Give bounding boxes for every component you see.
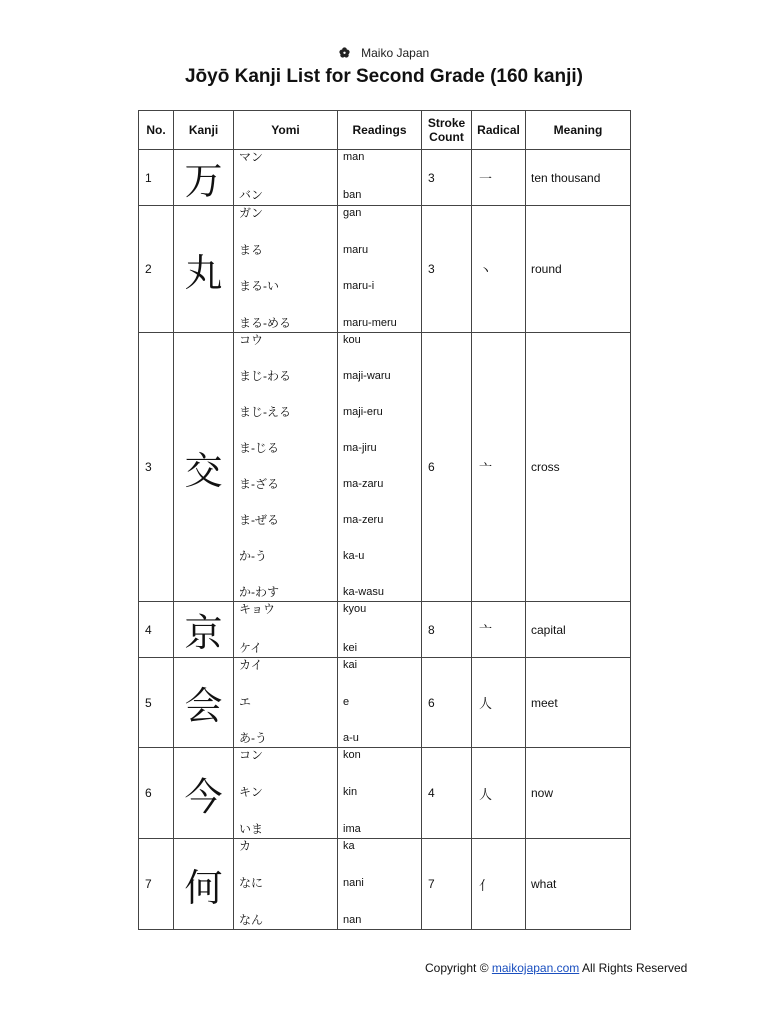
copyright-suffix: All Rights Reserved bbox=[581, 961, 688, 975]
radical: 丶 bbox=[472, 206, 526, 333]
kanji-character: 京 bbox=[174, 602, 234, 658]
row-number: 3 bbox=[139, 333, 174, 602]
reading-entry: ma-jiru bbox=[343, 442, 377, 454]
readings-cell bbox=[338, 150, 422, 206]
reading-entry: ka-u bbox=[343, 550, 365, 562]
reading-entry: kei bbox=[343, 642, 358, 654]
yomi-entry: か-う bbox=[239, 549, 267, 563]
yomi-cell bbox=[234, 658, 338, 748]
yomi-entry: か-わす bbox=[239, 585, 279, 599]
readings-cell bbox=[338, 333, 422, 602]
reading-entry: a-u bbox=[343, 732, 359, 744]
yomi-entry: エ bbox=[239, 694, 252, 709]
table-header-row bbox=[139, 111, 631, 150]
reading-entry: e bbox=[343, 695, 350, 708]
yomi-entry: まじ-える bbox=[239, 405, 291, 419]
readings-cell bbox=[338, 602, 422, 658]
stroke-count: 7 bbox=[422, 839, 472, 930]
reading-entry: nan bbox=[343, 914, 362, 926]
brand-header bbox=[0, 46, 768, 61]
yomi-entry: ケイ bbox=[239, 641, 263, 655]
header-stroke-line1: Stroke bbox=[427, 116, 466, 130]
header-yomi: Yomi bbox=[234, 111, 338, 150]
row-number: 2 bbox=[139, 206, 174, 333]
yomi-entry: なん bbox=[239, 913, 264, 927]
radical: 一 bbox=[472, 150, 526, 206]
radical: 亠 bbox=[472, 333, 526, 602]
row-number: 5 bbox=[139, 658, 174, 748]
readings-cell bbox=[338, 839, 422, 930]
table-row bbox=[139, 206, 631, 333]
page-title: Jōyō Kanji List for Second Grade (160 kanji) bbox=[184, 66, 584, 87]
yomi-entry: ガン bbox=[239, 206, 264, 220]
meaning: ten thousand bbox=[526, 150, 631, 206]
readings-cell bbox=[338, 206, 422, 333]
yomi-entry: キョウ bbox=[239, 602, 276, 616]
yomi-entry: カ bbox=[239, 839, 252, 853]
meaning: now bbox=[526, 748, 631, 839]
reading-entry: man bbox=[343, 151, 365, 163]
meaning: what bbox=[526, 839, 631, 930]
table-row bbox=[139, 658, 631, 748]
meaning: round bbox=[526, 206, 631, 333]
yomi-entry: コン bbox=[239, 748, 264, 762]
row-number: 7 bbox=[139, 839, 174, 930]
reading-entry: maru bbox=[343, 243, 369, 256]
reading-entry: maji-waru bbox=[343, 370, 391, 382]
reading-entry: kai bbox=[343, 659, 358, 671]
kanji-character: 丸 bbox=[174, 206, 234, 333]
yomi-entry: いま bbox=[239, 822, 264, 836]
stroke-count: 8 bbox=[422, 602, 472, 658]
yomi-entry: マン bbox=[239, 150, 264, 164]
meaning: cross bbox=[526, 333, 631, 602]
radical: 人 bbox=[472, 748, 526, 839]
table-row bbox=[139, 602, 631, 658]
yomi-cell bbox=[234, 839, 338, 930]
reading-entry: maru-meru bbox=[343, 316, 397, 329]
brand-name: Maiko Japan bbox=[361, 46, 430, 60]
site-link[interactable]: maikojapan.com bbox=[491, 961, 580, 975]
header-meaning: Meaning bbox=[526, 111, 631, 150]
table-row bbox=[139, 748, 631, 839]
header-radical: Radical bbox=[472, 111, 526, 150]
yomi-cell bbox=[234, 150, 338, 206]
yomi-entry: バン bbox=[239, 188, 264, 202]
header-no: No. bbox=[139, 111, 174, 150]
reading-entry: ima bbox=[343, 823, 361, 835]
meaning: meet bbox=[526, 658, 631, 748]
row-number: 1 bbox=[139, 150, 174, 206]
radical: 亠 bbox=[472, 602, 526, 658]
yomi-cell bbox=[234, 333, 338, 602]
yomi-entry: カイ bbox=[239, 658, 263, 672]
kanji-character: 会 bbox=[174, 658, 234, 748]
copyright-prefix: Copyright © bbox=[425, 961, 489, 975]
reading-entry: kyou bbox=[343, 603, 367, 615]
kanji-character: 今 bbox=[174, 748, 234, 839]
table-row bbox=[139, 150, 631, 206]
readings-cell bbox=[338, 658, 422, 748]
radical: 亻 bbox=[472, 839, 526, 930]
stroke-count: 3 bbox=[422, 150, 472, 206]
yomi-entry: まる-める bbox=[239, 315, 291, 330]
stroke-count: 6 bbox=[422, 658, 472, 748]
kanji-character: 何 bbox=[174, 839, 234, 930]
yomi-cell bbox=[234, 748, 338, 839]
reading-entry: ma-zaru bbox=[343, 478, 384, 490]
flower-logo-icon bbox=[339, 47, 350, 61]
stroke-count: 3 bbox=[422, 206, 472, 333]
reading-entry: gan bbox=[343, 207, 362, 219]
readings-cell bbox=[338, 748, 422, 839]
reading-entry: ka-wasu bbox=[343, 586, 384, 598]
yomi-entry: まる bbox=[239, 242, 264, 257]
reading-entry: ma-zeru bbox=[343, 514, 384, 526]
table-row bbox=[139, 839, 631, 930]
reading-entry: kin bbox=[343, 786, 358, 798]
copyright-footer bbox=[425, 961, 687, 975]
yomi-cell bbox=[234, 602, 338, 658]
yomi-entry: まじ-わる bbox=[239, 369, 291, 383]
yomi-entry: コウ bbox=[239, 333, 264, 347]
yomi-entry: あ-う bbox=[239, 731, 267, 745]
yomi-entry: キン bbox=[239, 785, 263, 799]
reading-entry: maji-eru bbox=[343, 406, 383, 418]
header-stroke-count bbox=[422, 111, 472, 150]
kanji-character: 万 bbox=[174, 150, 234, 206]
reading-entry: nani bbox=[343, 877, 364, 889]
yomi-entry: ま-ぜる bbox=[239, 513, 279, 527]
header-stroke-line2: Count bbox=[429, 130, 464, 144]
yomi-entry: まる-い bbox=[239, 279, 279, 294]
yomi-entry: ま-ざる bbox=[239, 477, 279, 491]
yomi-entry: なに bbox=[239, 876, 264, 890]
meaning: capital bbox=[526, 602, 631, 658]
stroke-count: 6 bbox=[422, 333, 472, 602]
table-row bbox=[139, 333, 631, 602]
header-readings: Readings bbox=[338, 111, 422, 150]
radical: 人 bbox=[472, 658, 526, 748]
reading-entry: kon bbox=[343, 749, 361, 761]
reading-entry: maru-i bbox=[343, 280, 375, 293]
yomi-cell bbox=[234, 206, 338, 333]
stroke-count: 4 bbox=[422, 748, 472, 839]
kanji-character: 交 bbox=[174, 333, 234, 602]
reading-entry: ban bbox=[343, 189, 362, 201]
row-number: 4 bbox=[139, 602, 174, 658]
yomi-entry: ま-じる bbox=[239, 441, 279, 455]
reading-entry: kou bbox=[343, 334, 361, 346]
kanji-table bbox=[138, 110, 631, 930]
header-kanji: Kanji bbox=[174, 111, 234, 150]
reading-entry: ka bbox=[343, 840, 355, 852]
row-number: 6 bbox=[139, 748, 174, 839]
